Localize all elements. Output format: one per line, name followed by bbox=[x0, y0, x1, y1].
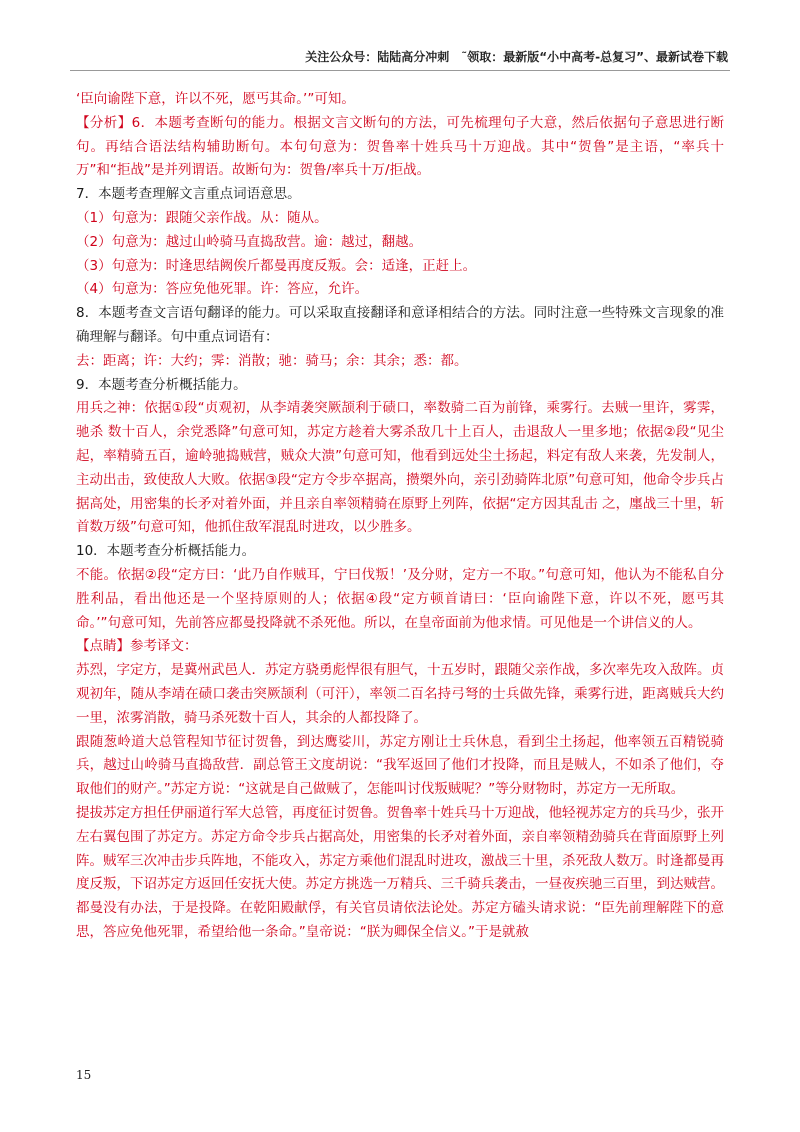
page-number: 15 bbox=[76, 1068, 92, 1082]
translation-para-3: 提拔苏定方担任伊丽道行军大总管，再度征讨贺鲁。贺鲁率十姓兵马十万迎战，他轻视苏定方的兵马少，张开左右翼包围了苏定方。苏定方命令步兵占据高处，用密集的长矛对着外面，亲自率领精劲骑兵在背面原野上列阵。贼军三次冲击步兵阵地，不能攻入，苏定方乘他们混乱时进攻，激战三十里，杀死敌人数万。时逢都曼再度反叛，下诏苏定方返回任安抚大使。苏定方挑选一万精兵、三千骑兵袭击，一昼夜疾驰三百里，到达贼营。都曼没有办法，于是投降。在乾阳殿献俘，有关官员请依法论处。苏定方磕头请求说：“臣先前理解陛下的意思，答应免他死罪，希望给他一条命。”皇帝说：“朕为卿保全信义。”于是就赦 bbox=[76, 804, 724, 940]
translation-para-1: 苏烈，字定方，是冀州武邑人．苏定方骁勇彪悍很有胆气，十五岁时，跟随父亲作战，多次率先攻入敌阵。贞观初年，随从李靖在碛口袭击突厥颉利（可汗），率领二百名持弓弩的士兵做先锋，乘雾行进，距离贼兵大约一里，浓雾消散，骑马杀死数十百人，其余的人都投降了。 bbox=[76, 662, 724, 726]
q10-answer: 不能。依据②段“定方曰：‘此乃自作贼耳，宁曰伐叛！’及分财，定方一不取。”句意可知，他认为不能私自分胜利品，看出他还是一个坚持原则的人；依据④段“定方顿首请曰：‘臣向谕陛下意，许以不死，愿丐其命。’”句意可知，先前答应都曼投降就不杀死他。所以，在皇帝面前为他求情。可见他是一个讲信义的人。 bbox=[76, 566, 724, 631]
translation-para-2: 跟随葱岭道大总管程知节征讨贺鲁，到达鹰娑川，苏定方刚让士兵休息，看到尘土扬起，他率领五百精锐骑兵，越过山岭骑马直捣敌营．副总管王文度胡说：“我军返回了他们才投降，而且是贼人，不如杀了他们，夺取他们的财产。”苏定方说：“这就是自己做贼了，怎能叫讨伐叛贼呢？”等分财物时，苏定方一无所取。 bbox=[76, 733, 724, 798]
text-line: ‘臣向谕陛下意，许以不死，愿丐其命。’”可知。 bbox=[76, 91, 355, 107]
q7-heading: 7．本题考查理解文言重点词语意思。 bbox=[76, 186, 301, 203]
q7-item-4: （4）句意为：答应免他死罪。许：答应，允许。 bbox=[76, 281, 369, 298]
q7-item-2: （2）句意为：越过山岭骑马直捣敌营。逾：越过，翻越。 bbox=[76, 233, 423, 250]
tip-heading: 【点睛】参考译文： bbox=[76, 638, 198, 655]
q7-item-3: （3）句意为：时逢思结阙俟斤都曼再度反叛。会：适逢，正赶上。 bbox=[76, 257, 477, 274]
q7-item-1: （1）句意为：跟随父亲作战。从：随从。 bbox=[76, 209, 328, 226]
q10-heading: 10．本题考查分析概括能力。 bbox=[76, 543, 256, 560]
q9-heading: 9．本题考查分析概括能力。 bbox=[76, 376, 247, 393]
q8-heading: 8．本题考查文言语句翻译的能力。可以采取直接翻译和意译相结合的方法。同时注意一些特殊文言现象的准确理解与翻译。句中重点词语有： bbox=[76, 305, 724, 345]
analysis-q6: 【分析】6．本题考查断句的能力。根据文言文断句的方法，可先梳理句子大意，然后依据句子意思进行断句。再结合语法结构辅助断句。本句句意为：贺鲁率十姓兵马十万迎战。其中“贺鲁”是主语，“率兵十万”和“拒战”是并列谓语。故断句为：贺鲁/率兵十万/拒战。 bbox=[76, 114, 724, 179]
page-header: 关注公众号：陆陆高分冲刺 ˜领取：最新版“小中高考-总复习”、最新试卷下载 bbox=[305, 50, 728, 64]
q8-keywords: 去：距离；许：大约；霁：消散；驰：骑马；余：其余；悉：都。 bbox=[76, 352, 468, 369]
header-divider bbox=[70, 70, 730, 71]
q9-answer: 用兵之神：依据①段“贞观初，从李靖袭突厥颉利于碛口，率数骑二百为前锋，乘雾行。去贼一里许，雾霁，驰杀 数十百人，余党悉降”句意可知，苏定方趁着大雾杀敌几十上百人，击退敌人一里多地；依据②段“见尘起，率精骑五百，逾岭驰捣贼营，贼众大溃”句意可知，他看到远处尘土扬起，料定有敌人来袭，先发制人，主动出击，致使敌人大败。依据③段“定方令步卒据高，攒槊外向，亲引劲骑阵北原”句意可知，他命令步兵占据高处，用密集的长矛对着外面，并且亲自率领精骑在原野上列阵，依据“定方因其乱击 之，廛战三十里，斩首数万级”句意可知，他抓住敌军混乱时进攻，以少胜多。 bbox=[76, 400, 724, 536]
document-body bbox=[76, 88, 724, 945]
